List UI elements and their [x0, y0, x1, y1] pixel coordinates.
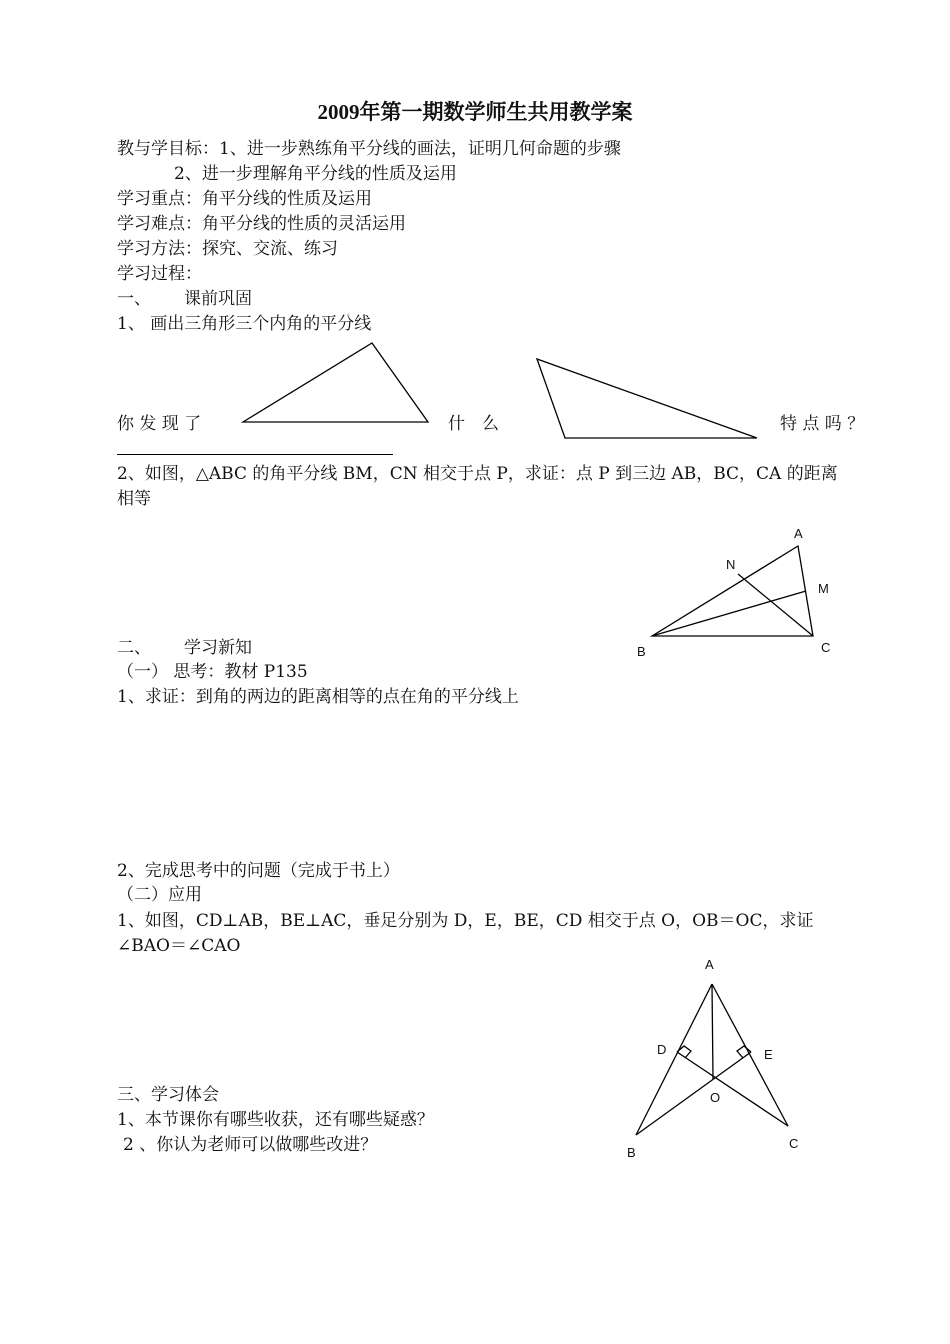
method: 学习方法：探究、交流、练习 — [117, 239, 338, 259]
apply-question-1-line-2: ∠BAO＝∠CAO — [117, 936, 241, 956]
apply-heading: （二）应用 — [117, 885, 202, 905]
label-a: A — [794, 526, 803, 541]
bisector-cn — [738, 574, 813, 636]
label-n: N — [726, 557, 736, 572]
question-1-prompt-c: 特 点 吗 ？ — [780, 414, 865, 434]
question-2-line-2: 相等 — [117, 489, 151, 509]
question-1: 1、 画出三角形三个内角的平分线 — [117, 314, 372, 334]
section-2-number: 二、 — [117, 638, 151, 658]
page-title: 2009年第一期数学师生共用教学案 — [317, 100, 633, 124]
question-1-prompt-b: 什 么 — [448, 414, 499, 434]
label-b: B — [627, 1145, 636, 1160]
segment-ac — [712, 984, 788, 1126]
segment-ab — [636, 984, 712, 1135]
objectives-line-1: 教与学目标：1、进一步熟练角平分线的画法，证明几何命题的步骤 — [117, 139, 621, 159]
label-c: C — [821, 640, 831, 655]
triangle-figure-2 — [537, 359, 757, 438]
bisector-triangle-figure — [637, 526, 830, 659]
label-o: O — [710, 1090, 721, 1105]
section-1-number: 一、 — [117, 289, 151, 309]
segment-be — [636, 1052, 751, 1135]
section-1-title: 课前巩固 — [184, 289, 252, 309]
label-c: C — [789, 1136, 799, 1151]
question-2-line-1: 2、如图，△ABC 的角平分线 BM，CN 相交于点 P，求证：点 P 到三边 AB，BC，CA 的距离 — [117, 464, 838, 484]
section-3-heading: 三、学习体会 — [117, 1085, 219, 1105]
question-1-prompt-a: 你 发 现 了 — [117, 414, 202, 434]
label-b: B — [637, 644, 646, 659]
segment-cd — [677, 1052, 788, 1126]
triangle-figure-1 — [243, 343, 428, 422]
prove-question-1: 1、求证：到角的两边的距离相等的点在角的平分线上 — [117, 687, 519, 707]
complete-question: 2、完成思考中的问题（完成于书上） — [117, 861, 400, 881]
reflection-question-2: 2 、你认为老师可以做哪些改进？ — [123, 1135, 378, 1155]
label-m: M — [818, 581, 829, 596]
objectives-line-2: 2、进一步理解角平分线的性质及运用 — [174, 164, 457, 184]
difficulty: 学习难点：角平分线的性质的灵活运用 — [117, 214, 406, 234]
key-point: 学习重点：角平分线的性质及运用 — [117, 189, 372, 209]
segment-ao — [712, 984, 713, 1079]
apply-question-1-line-1: 1、如图，CD⊥AB，BE⊥AC，垂足分别为 D，E，BE，CD 相交于点 O，OB＝OC，求证 — [117, 911, 814, 931]
reflection-question-1: 1、本节课你有哪些收获，还有哪些疑惑？ — [117, 1110, 434, 1130]
perpendicular-figure — [627, 957, 798, 1160]
label-a: A — [705, 957, 714, 972]
think-heading: （一） 思考：教材 P135 — [117, 662, 308, 682]
label-e: E — [764, 1047, 773, 1062]
bisector-bm — [652, 591, 806, 636]
process-heading: 学习过程： — [117, 264, 202, 284]
section-2-title: 学习新知 — [184, 638, 252, 658]
label-d: D — [657, 1042, 667, 1057]
